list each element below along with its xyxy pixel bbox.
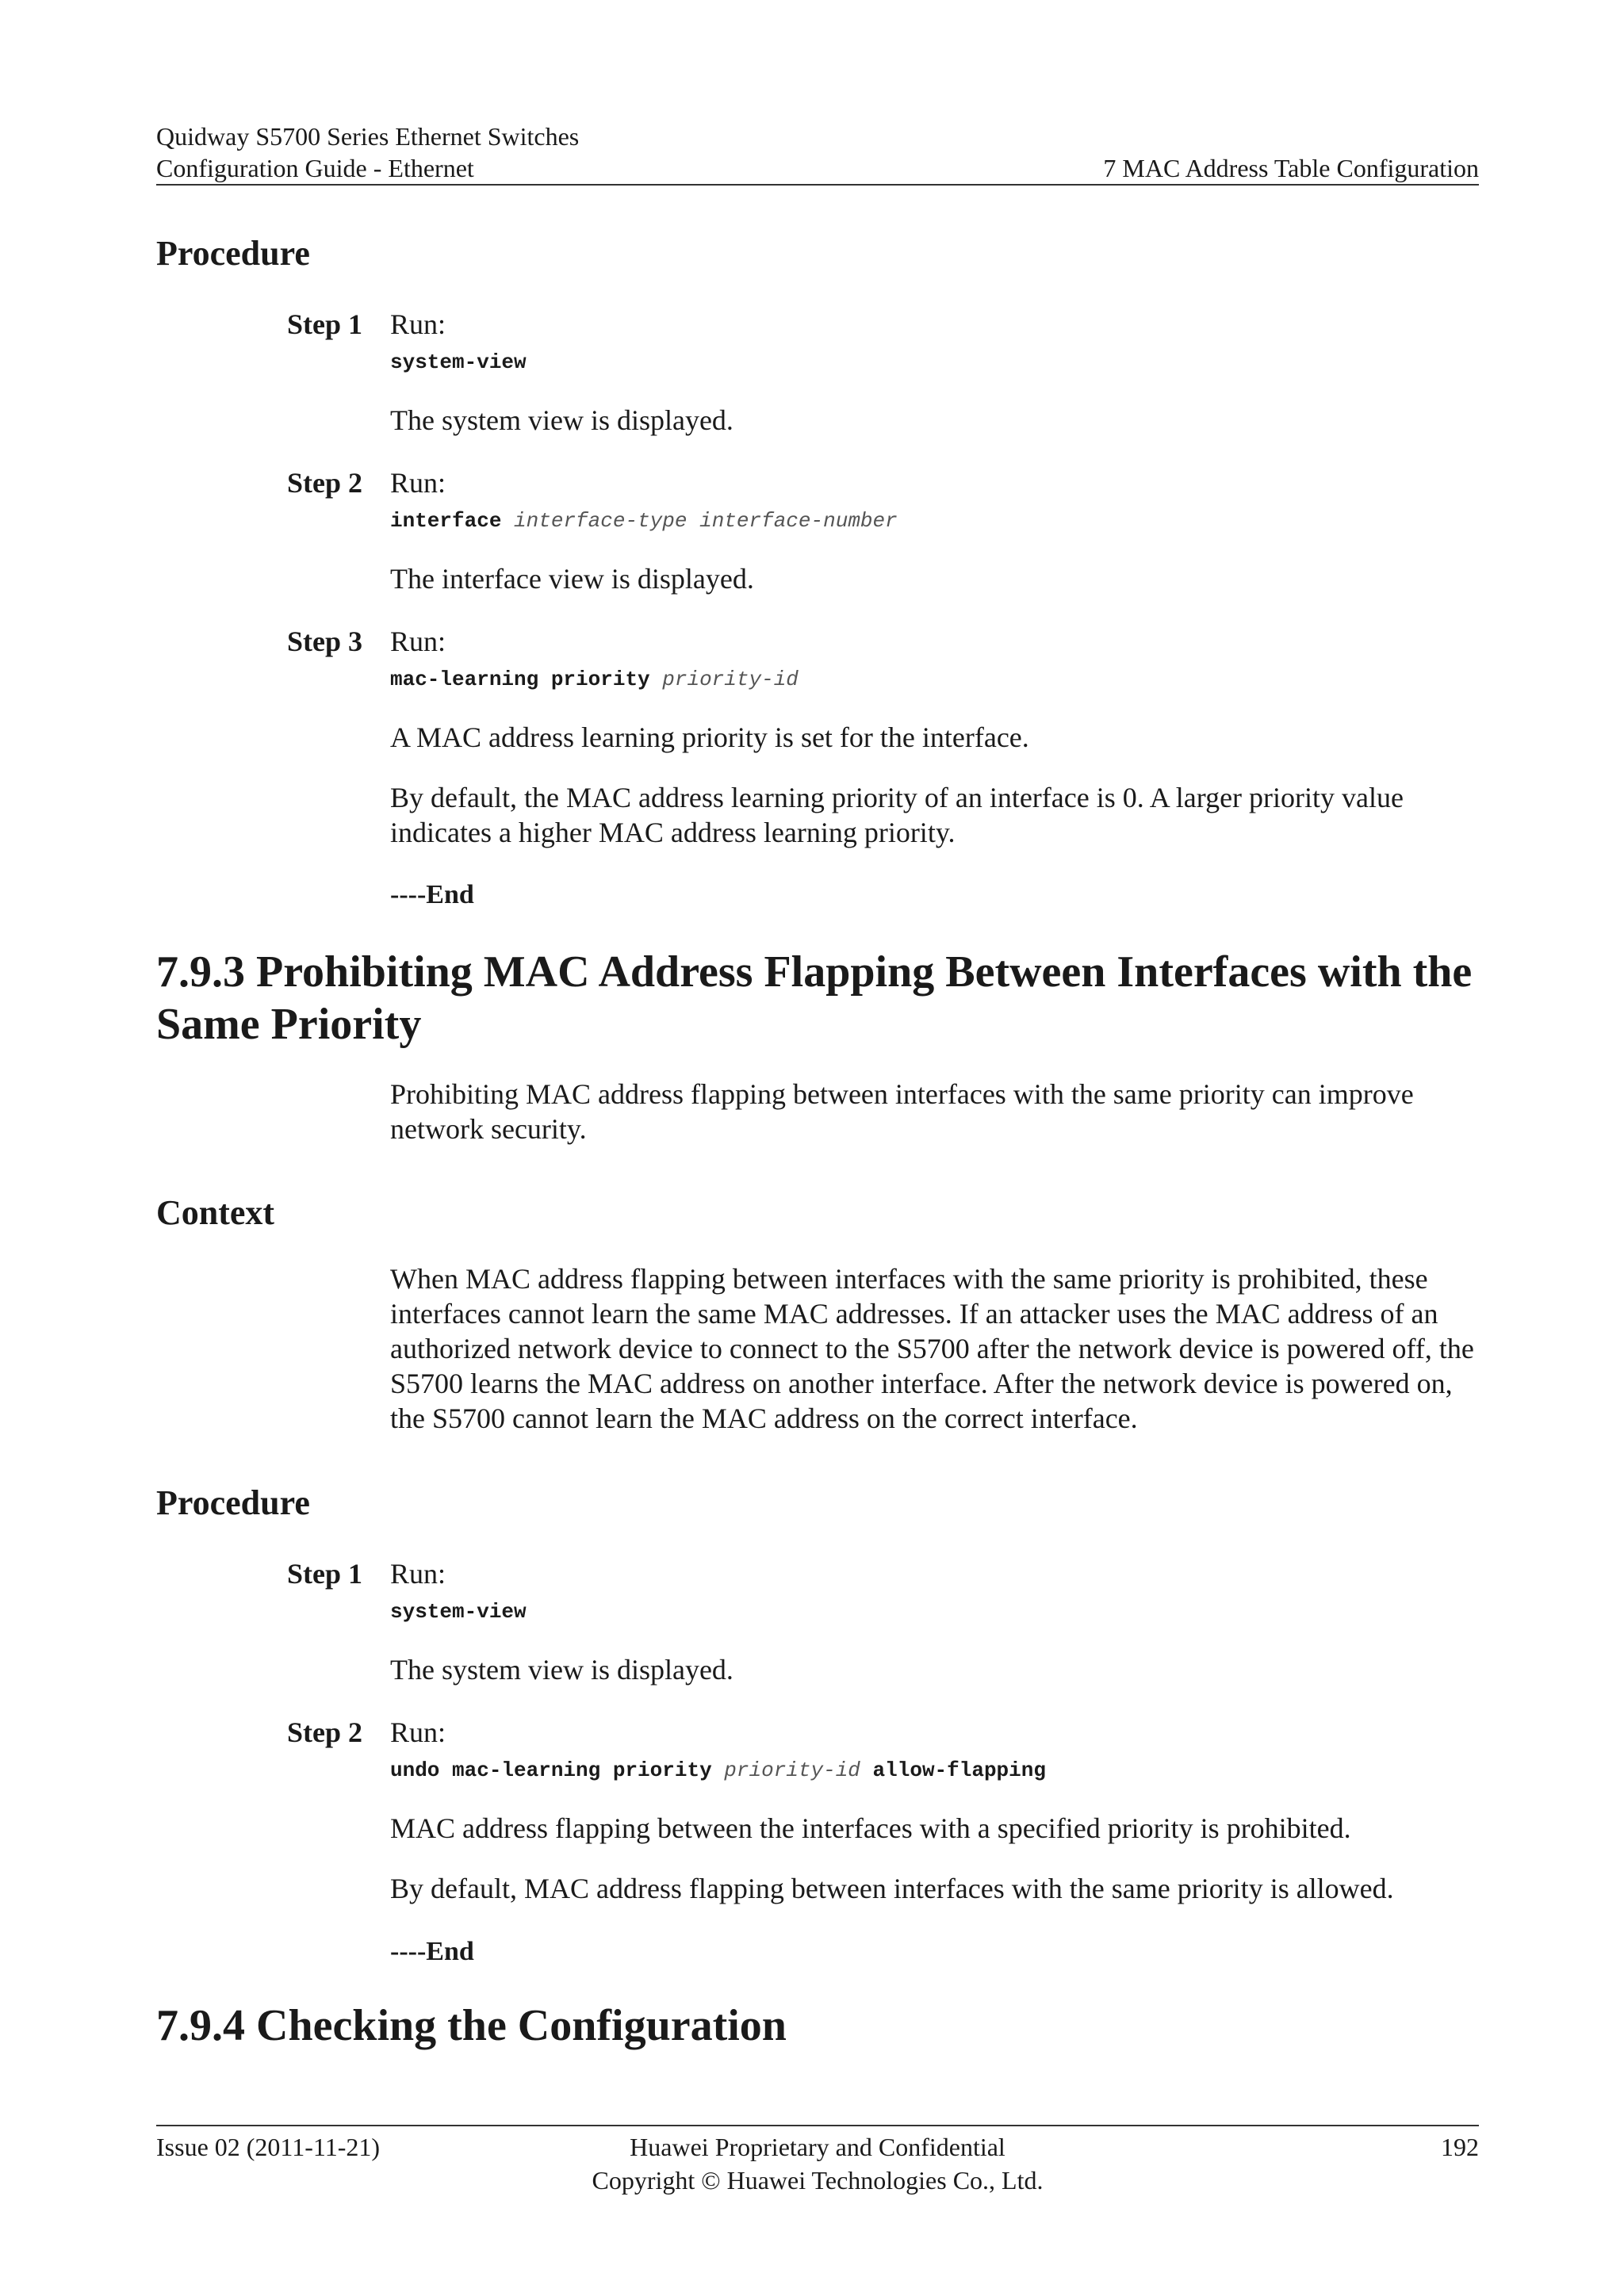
step-description: The system view is displayed. — [390, 1654, 733, 1686]
footer-copyright: Copyright © Huawei Technologies Co., Ltd. — [592, 2166, 1044, 2195]
run-label: Run: — [390, 1716, 446, 1748]
step-label: Step 2 — [287, 467, 363, 499]
footer-issue: Issue 02 (2011-11-21) — [156, 2133, 381, 2161]
step-description: MAC address flapping between the interfaces with a specified priority is prohibited. — [390, 1812, 1351, 1844]
command-line — [390, 1598, 527, 1625]
step-description: The system view is displayed. — [390, 404, 733, 436]
step-label: Step 2 — [287, 1716, 363, 1748]
procedure-heading: Procedure — [156, 234, 310, 273]
command-line — [390, 349, 527, 376]
header-guide-title: Configuration Guide - Ethernet — [156, 154, 474, 182]
run-label: Run: — [390, 308, 446, 340]
step-label: Step 1 — [287, 1558, 363, 1590]
command-argument: interface-type interface-number — [514, 509, 898, 533]
command-keyword: mac-learning priority — [390, 668, 650, 691]
command-keyword: system-view — [390, 350, 527, 374]
run-label: Run: — [390, 1558, 446, 1590]
procedure-end-marker: ----End — [390, 880, 474, 909]
procedure-heading: Procedure — [156, 1483, 310, 1522]
command-line — [390, 1757, 1046, 1784]
step-note: By default, MAC address flapping between interfaces with the same priority is allowed. — [390, 1873, 1394, 1904]
step-description: A MAC address learning priority is set for the interface. — [390, 721, 1029, 753]
run-label: Run: — [390, 467, 446, 499]
context-paragraph: When MAC address flapping between interfaces with the same priority is prohibited, these interfaces cannot learn the same MAC addresses. If an attacker uses the MAC address of an authorized network device to connect to the S5700 after the network device is powered off, the S5700 learns the MAC address on another interface. After the network device is powered on, the S5700 cannot learn the MAC address on the correct interface. — [390, 1263, 1474, 1434]
command-argument: priority-id — [724, 1758, 860, 1782]
run-label: Run: — [390, 626, 446, 657]
section-title: 7.9.4 Checking the Configuration — [156, 2001, 787, 2050]
context-heading: Context — [156, 1193, 275, 1232]
step-description: The interface view is displayed. — [390, 563, 754, 595]
command-keyword: undo mac-learning priority — [390, 1758, 712, 1782]
footer-confidential: Huawei Proprietary and Confidential — [630, 2133, 1005, 2161]
header-chapter-title: 7 MAC Address Table Configuration — [1103, 154, 1479, 182]
step-label: Step 3 — [287, 626, 363, 657]
section-intro: Prohibiting MAC address flapping between interfaces with the same priority can improve network security. — [390, 1078, 1414, 1145]
command-argument: priority-id — [662, 668, 799, 691]
page-header — [156, 121, 1479, 186]
command-keyword: allow-flapping — [872, 1758, 1046, 1782]
command-keyword: system-view — [390, 1600, 527, 1624]
command-keyword: interface — [390, 509, 502, 533]
page-footer — [156, 2125, 1479, 2206]
command-line — [390, 507, 898, 534]
step-note: By default, the MAC address learning priority of an interface is 0. A larger priority value indicates a higher MAC address learning priority. — [390, 782, 1404, 848]
step-label: Step 1 — [287, 308, 363, 340]
page-number: 192 — [1441, 2133, 1479, 2161]
procedure-end-marker: ----End — [390, 1937, 474, 1966]
header-product-title: Quidway S5700 Series Ethernet Switches — [156, 122, 580, 151]
section-title: 7.9.3 Prohibiting MAC Address Flapping Between Interfaces with the Same Priority — [156, 947, 1473, 1049]
command-line — [390, 666, 799, 693]
